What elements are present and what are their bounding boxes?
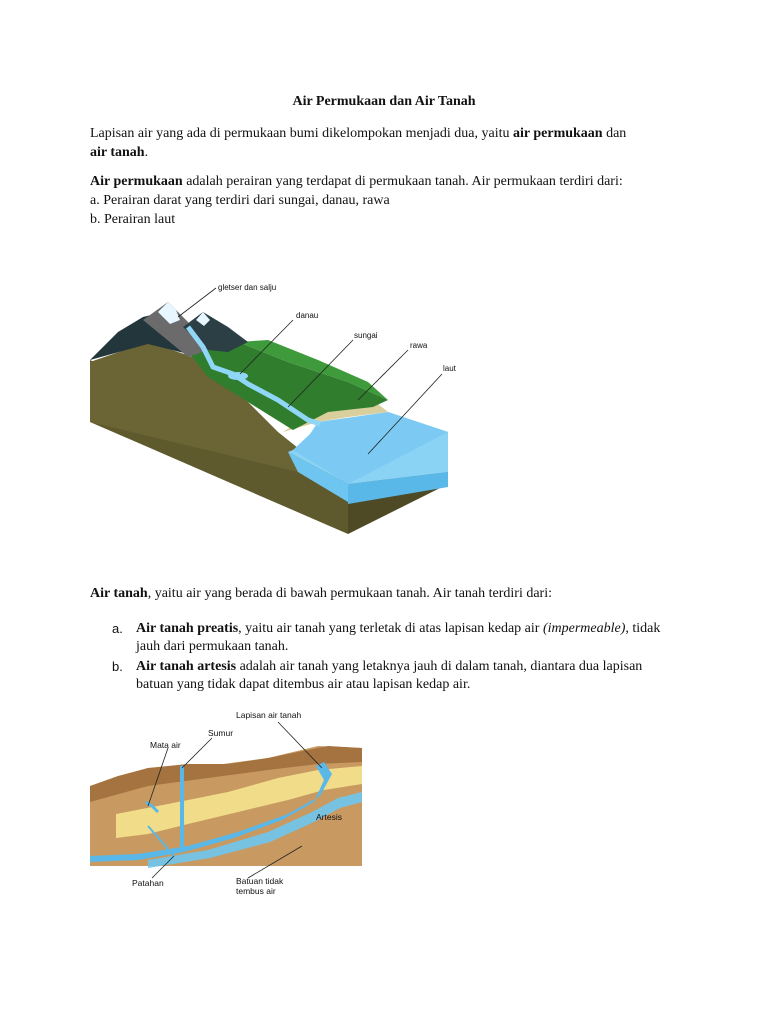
ground-bold: Air tanah [90,586,148,601]
intro-text-and: dan [602,126,627,141]
well-shaft [180,766,184,852]
lake [228,372,248,380]
document-title: Air Permukaan dan Air Tanah [292,94,476,109]
surface-item-a: a. Perairan darat yang terdiri dari sungai, danau, rawa [90,193,390,208]
leader-gletser [178,288,216,317]
intro-bold-ground: air tanah [90,145,145,160]
intro-paragraph [90,124,680,162]
label-patahan: Patahan [132,878,164,888]
list-item-text: adalah air tanah yang letaknya jauh di dalam tanah, diantara dua lapisan batuan yang tidak dapat ditembus air atau lapisan kedap air. [136,659,643,692]
surface-item-b: b. Perairan laut [90,212,176,227]
leader-sumur [182,738,212,768]
list-item-text-end: , tidak jauh dari permukaan tanah. [136,621,661,654]
list-item-italic: (impermeable) [542,621,626,636]
label-artesis: Artesis [316,812,342,822]
label-laut: laut [443,364,456,373]
label-batuan-1: Batuan tidak [236,876,284,886]
list-item [90,620,680,656]
surface-water-illustration [88,272,460,534]
list-item [90,658,680,694]
label-lapisan-air-tanah: Lapisan air tanah [236,710,302,720]
list-item-bold: Air tanah artesis [136,659,237,674]
label-danau: danau [296,311,319,320]
groundwater-illustration [88,706,368,898]
leader-rawa [358,350,408,400]
groundwater-list [90,620,680,696]
surface-text: adalah perairan yang terdapat di permukaan tanah. Air permukaan terdiri dari: [182,174,623,189]
groundwater-paragraph [90,584,680,603]
ground-text: , yaitu air yang berada di bawah permukaan tanah. Air tanah terdiri dari: [147,586,552,601]
label-batuan-2: tembus air [236,886,276,896]
list-marker: b. [112,659,123,674]
intro-period: . [144,145,149,160]
list-item-bold: Air tanah preatis [136,621,239,636]
surface-bold: Air permukaan [90,174,183,189]
label-sungai: sungai [354,331,378,340]
label-mata-air: Mata air [150,740,181,750]
surface-water-paragraph [90,172,680,229]
label-gletser: gletser dan salju [218,283,277,292]
label-rawa: rawa [410,341,428,350]
list-item-text: , yaitu air tanah yang terletak di atas lapisan kedap air [238,621,543,636]
label-sumur: Sumur [208,728,234,738]
intro-bold-surface: air permukaan [513,126,603,141]
intro-text: Lapisan air yang ada di permukaan bumi dikelompokan menjadi dua, yaitu [90,126,513,141]
list-marker: a. [112,621,123,636]
